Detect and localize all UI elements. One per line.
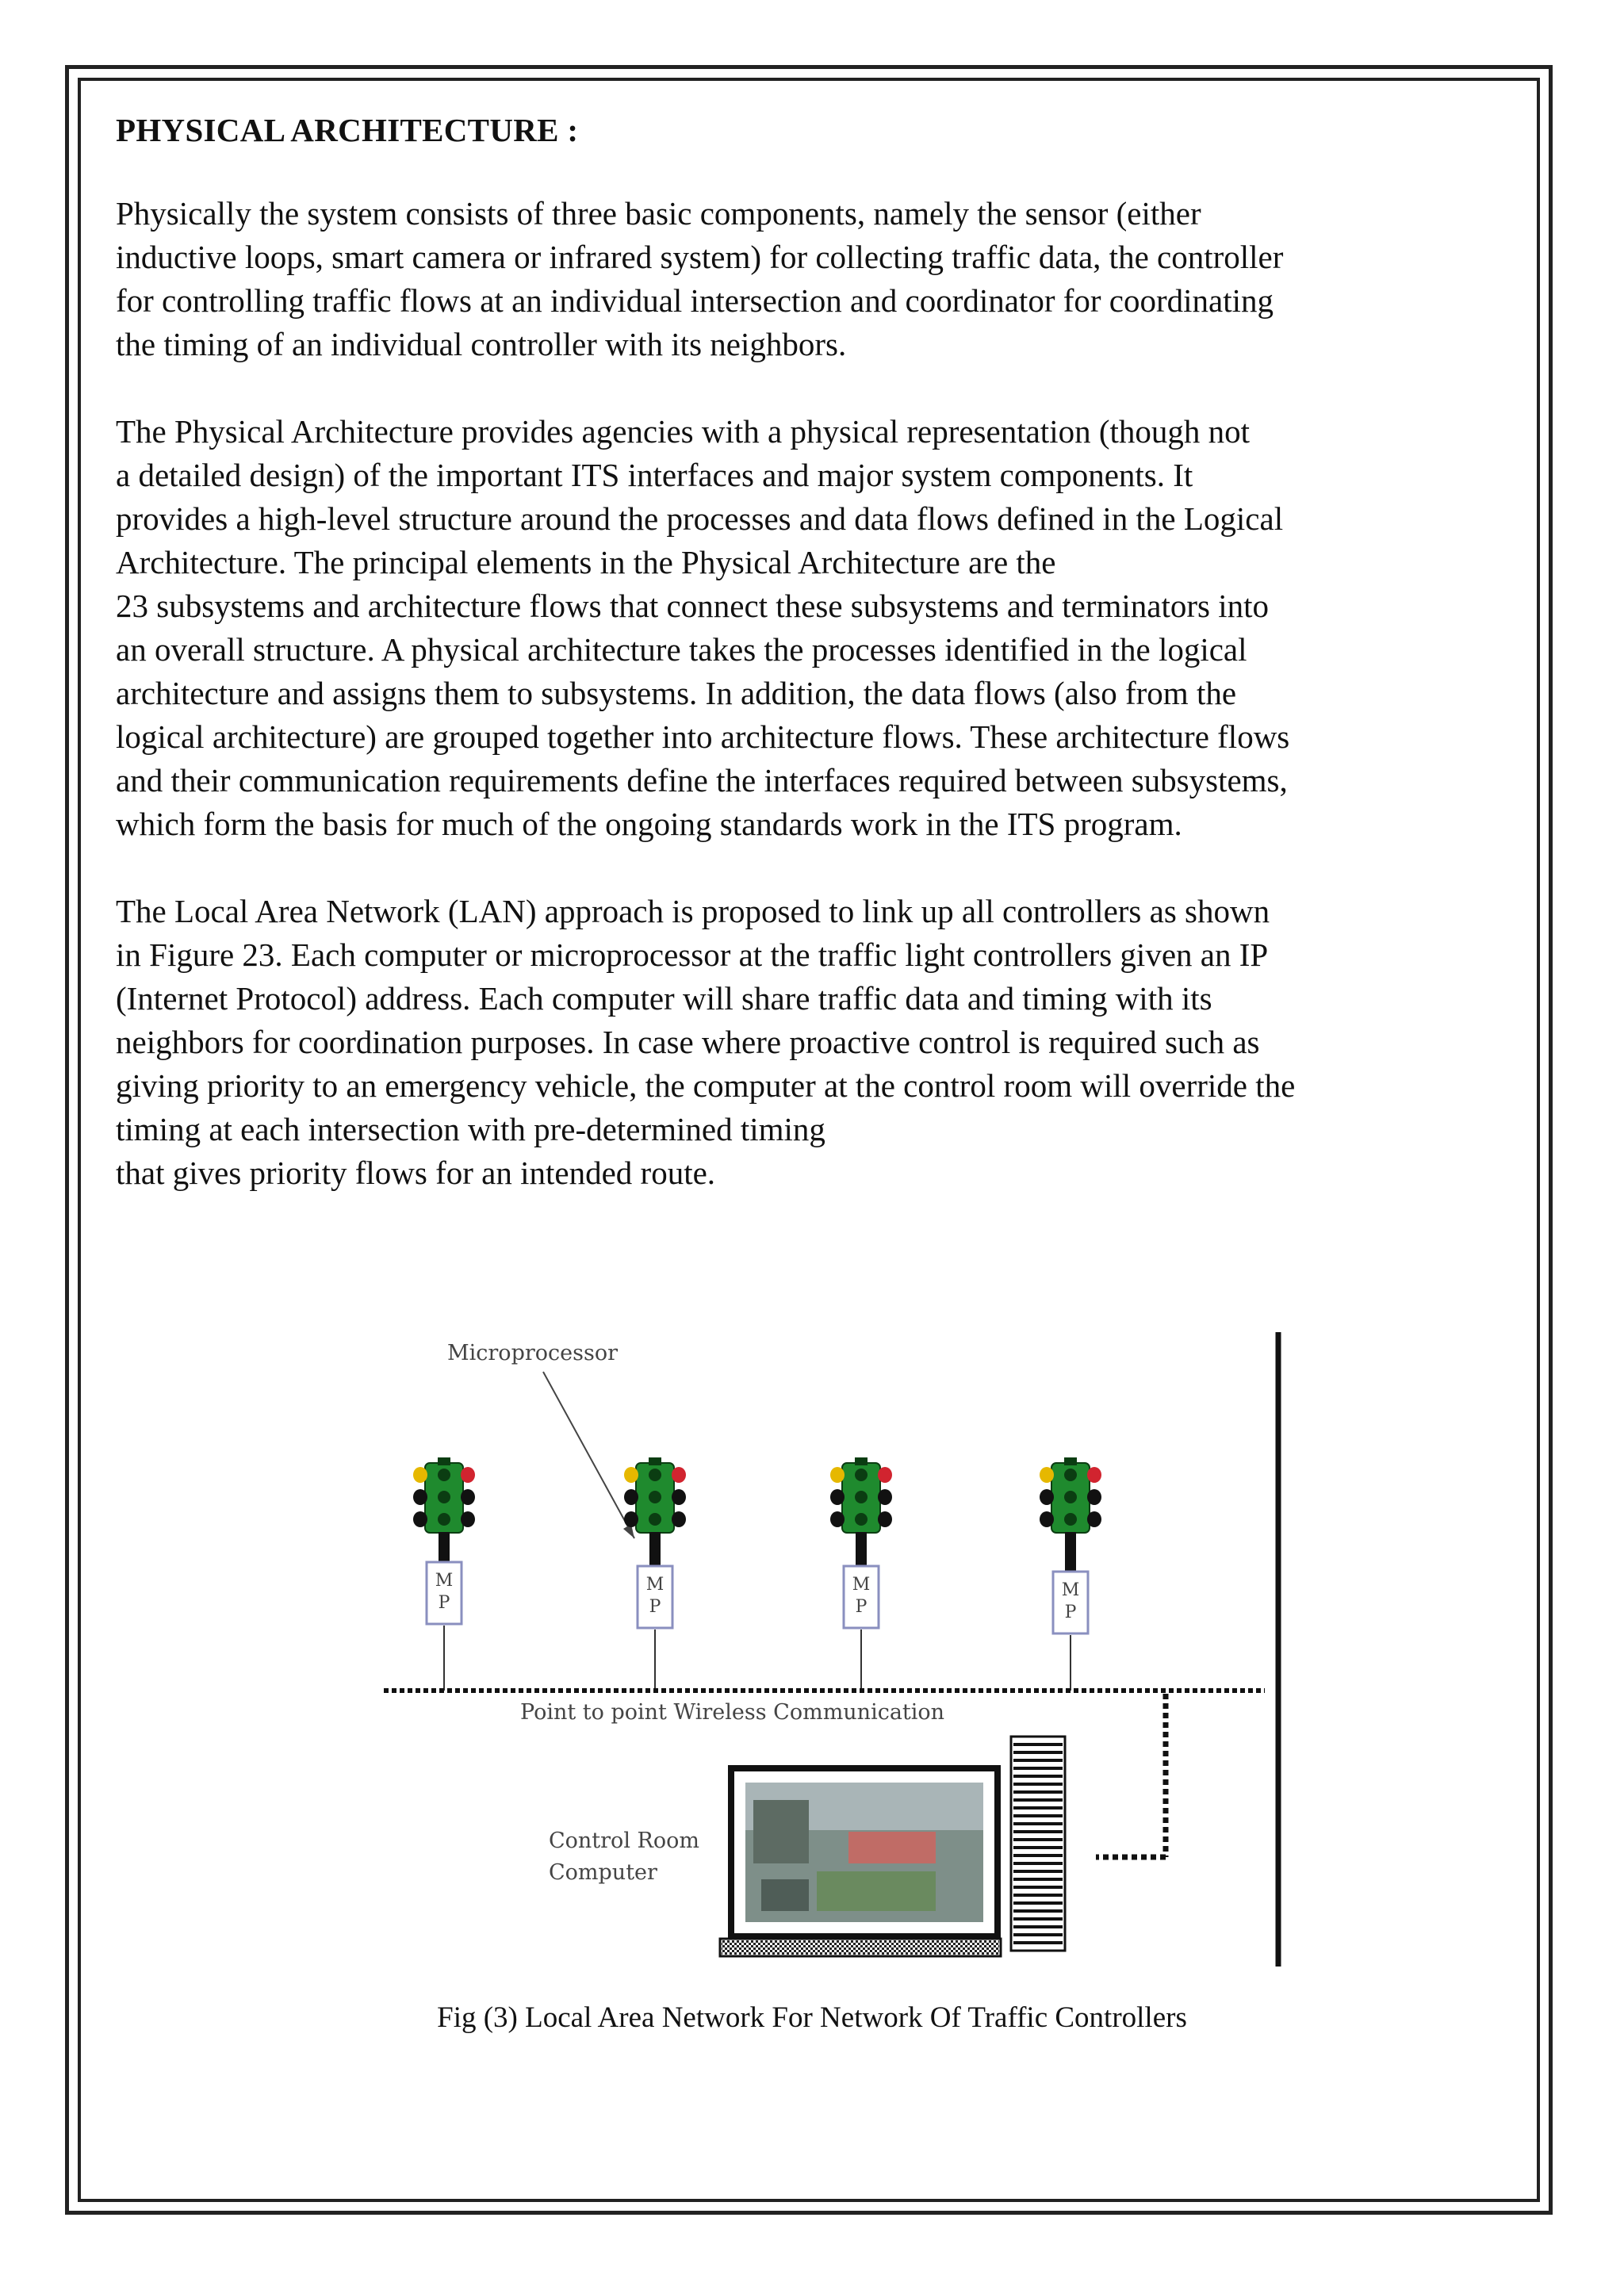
paragraph-line: which form the basis for much of the ongoing standards work in the ITS program.	[116, 806, 1182, 842]
microprocessor-label: Microprocessor	[447, 1341, 618, 1365]
microprocessor-arrow	[543, 1372, 634, 1538]
paragraph-line: a detailed design) of the important ITS interfaces and major system components. It	[116, 457, 1193, 493]
paragraph-line: (Internet Protocol) address. Each computer will share traffic data and timing with its	[116, 980, 1212, 1017]
paragraph-line: The Local Area Network (LAN) approach is proposed to link up all controllers as shown	[116, 893, 1270, 929]
mp-box-label-p: P	[855, 1597, 868, 1617]
paragraph-line: neighbors for coordination purposes. In case where proactive control is required such as	[116, 1024, 1260, 1060]
paragraph-line: timing at each intersection with pre-determined timing	[116, 1111, 825, 1147]
paragraph-line: logical architecture) are grouped together into architecture flows. These architecture flows	[116, 718, 1290, 755]
mp-box-label-m: M	[435, 1571, 454, 1591]
mp-box-label-p: P	[438, 1593, 450, 1613]
paragraph-2	[116, 410, 1511, 846]
control-room-computer	[720, 1737, 1065, 1956]
paragraph-line: the timing of an individual controller with its neighbors.	[116, 326, 847, 362]
mp-box-label-p: P	[1064, 1603, 1077, 1622]
mp-box-label-m: M	[1061, 1580, 1080, 1600]
traffic-light-icon	[830, 1457, 892, 1533]
paragraph-line: Physically the system consists of three basic components, namely the sensor (either	[116, 195, 1201, 232]
document-body	[116, 111, 1511, 1239]
mp-box-label-p: P	[649, 1597, 661, 1617]
traffic-light-icon	[1040, 1457, 1101, 1533]
paragraph-line: an overall structure. A physical architecture takes the processes identified in the logical	[116, 631, 1247, 668]
paragraph-line: provides a high-level structure around the processes and data flows defined in the Logical	[116, 500, 1284, 537]
mp-box-label-m: M	[852, 1575, 871, 1595]
paragraph-line: The Physical Architecture provides agencies with a physical representation (though not	[116, 413, 1251, 450]
paragraph-line: inductive loops, smart camera or infrared system) for collecting traffic data, the controller	[116, 239, 1284, 275]
section-heading: PHYSICAL ARCHITECTURE :	[116, 112, 579, 148]
lan-diagram	[373, 1324, 1293, 1998]
traffic-light-controller	[624, 1457, 686, 1691]
traffic-light-controller	[830, 1457, 892, 1691]
paragraph-line: Architecture. The principal elements in the Physical Architecture are the	[116, 544, 1056, 580]
traffic-light-controller	[1040, 1457, 1101, 1691]
paragraph-1	[116, 192, 1511, 366]
paragraph-line: in Figure 23. Each computer or microprocessor at the traffic light controllers given an IP	[116, 936, 1269, 973]
paragraph-line: and their communication requirements define the interfaces required between subsystems,	[116, 762, 1288, 798]
paragraph-line: architecture and assigns them to subsystems. In addition, the data flows (also from the	[116, 675, 1237, 711]
figure-caption: Fig (3) Local Area Network For Network Of Traffic Controllers	[437, 2001, 1187, 2034]
paragraph-line: that gives priority flows for an intended route.	[116, 1155, 716, 1191]
control-room-label-2: Computer	[549, 1860, 657, 1885]
paragraph-line: for controlling traffic flows at an individual intersection and coordinator for coordinating	[116, 282, 1274, 319]
traffic-light-icon	[413, 1457, 475, 1533]
traffic-light-icon	[624, 1457, 686, 1533]
control-room-label-1: Control Room	[549, 1829, 699, 1853]
paragraph-3	[116, 890, 1511, 1195]
wireless-label: Point to point Wireless Communication	[520, 1700, 945, 1725]
traffic-light-controller	[413, 1457, 475, 1691]
paragraph-line: giving priority to an emergency vehicle, the computer at the control room will override the	[116, 1067, 1296, 1104]
paragraph-line: 23 subsystems and architecture flows that connect these subsystems and terminators into	[116, 588, 1270, 624]
mp-box-label-m: M	[645, 1575, 665, 1595]
paragraphs	[116, 192, 1511, 1195]
